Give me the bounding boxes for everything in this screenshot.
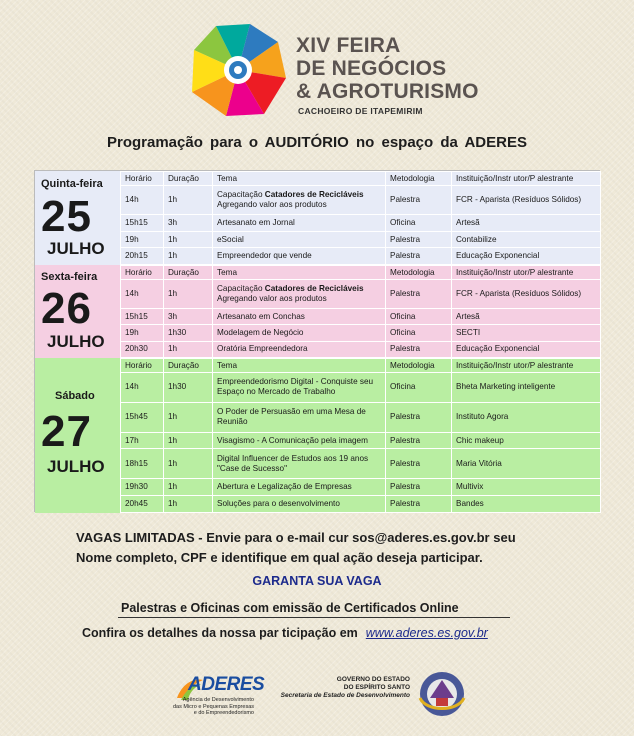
speaker-cell: Maria Vitória — [452, 449, 601, 479]
duration-cell: 1h30 — [164, 373, 213, 403]
column-header: Horário — [121, 172, 164, 186]
schedule-table — [34, 170, 600, 512]
theme-cell — [213, 449, 386, 479]
table-row — [121, 479, 601, 496]
column-header: Instituição/Instr utor/P alestrante — [452, 172, 601, 186]
details-line — [82, 626, 488, 640]
table-row — [121, 280, 601, 309]
duration-cell: 3h — [164, 308, 213, 324]
weekday: Sábado — [55, 390, 95, 402]
time-cell: 20h45 — [121, 496, 164, 513]
duration-cell: 1h — [164, 449, 213, 479]
method-cell: Oficina — [386, 325, 452, 341]
theme-cell — [213, 325, 386, 341]
fair-title-line3: & AGROTURISMO — [296, 80, 479, 103]
theme-cell — [213, 215, 386, 232]
table-row — [121, 308, 601, 324]
fair-header — [0, 14, 634, 124]
website-link[interactable]: www.aderes.es.gov.br — [365, 626, 488, 640]
fair-city: CACHOEIRO DE ITAPEMIRIM — [298, 106, 423, 116]
theme-bold: Catadores de Recicláveis — [264, 190, 364, 200]
column-header: Duração — [164, 359, 213, 373]
method-cell: Palestra — [386, 402, 452, 432]
theme-text: Empreendedorismo Digital - Conquiste seu Espaço no Mercado de Trabalho — [217, 377, 374, 397]
fair-title-line2: DE NEGÓCIOS — [296, 57, 447, 80]
time-cell: 14h — [121, 186, 164, 215]
speaker-cell: SECTI — [452, 325, 601, 341]
table-row — [121, 186, 601, 215]
duration-cell: 1h — [164, 341, 213, 357]
program-title: Programação para o AUDITÓRIO no espaço da ADERES — [107, 134, 527, 151]
time-cell: 20h30 — [121, 341, 164, 357]
theme-text: Capacitação — [217, 283, 265, 293]
theme-text: Digital Influencer de Estudos aos 19 anos "Case de Sucesso" — [217, 453, 369, 473]
duration-cell: 3h — [164, 215, 213, 232]
method-cell: Oficina — [386, 215, 452, 232]
day-number: 25 — [41, 192, 92, 241]
speaker-cell: FCR - Aparista (Resíduos Sólidos) — [452, 186, 601, 215]
time-cell: 19h — [121, 325, 164, 341]
speaker-cell: Instituto Agora — [452, 402, 601, 432]
method-cell: Palestra — [386, 341, 452, 357]
duration-cell: 1h — [164, 280, 213, 309]
column-header: Tema — [213, 359, 386, 373]
time-cell: 18h15 — [121, 449, 164, 479]
theme-cell — [213, 496, 386, 513]
table-row — [121, 341, 601, 357]
duration-cell: 1h — [164, 186, 213, 215]
aderes-subtitle — [164, 697, 254, 717]
speaker-cell: Educação Exponencial — [452, 248, 601, 265]
day-block-thursday — [35, 171, 601, 265]
theme-text: Empreendedor que vende — [217, 251, 312, 261]
day-number: 27 — [41, 407, 92, 456]
theme-cell — [213, 248, 386, 265]
table-row — [121, 215, 601, 232]
speaker-cell: Educação Exponencial — [452, 341, 601, 357]
state-crest-icon — [416, 668, 468, 720]
table-header-row — [121, 172, 601, 186]
aderes-logo-text: ADERES — [188, 674, 265, 695]
time-cell: 14h — [121, 280, 164, 309]
column-header: Duração — [164, 266, 213, 280]
column-header: Duração — [164, 172, 213, 186]
column-header: Metodologia — [386, 172, 452, 186]
time-cell: 17h — [121, 432, 164, 449]
duration-cell: 1h — [164, 248, 213, 265]
table-row — [121, 231, 601, 248]
speaker-cell: Bandes — [452, 496, 601, 513]
theme-cell — [213, 308, 386, 324]
method-cell: Palestra — [386, 432, 452, 449]
pinwheel-logo-icon — [186, 20, 290, 120]
method-cell: Palestra — [386, 479, 452, 496]
theme-text-post: Agregando valor aos produtos — [217, 200, 327, 210]
theme-cell — [213, 373, 386, 403]
fair-title-line1: XIV FEIRA — [296, 34, 401, 57]
month: JULHO — [47, 332, 105, 351]
table-row — [121, 449, 601, 479]
time-cell: 15h15 — [121, 215, 164, 232]
registration-line2: Nome completo, CPF e identifique em qual ação deseja participar. — [76, 550, 483, 565]
time-cell: 15h45 — [121, 402, 164, 432]
underline-divider — [118, 617, 510, 618]
weekday: Sexta-feira — [41, 271, 98, 283]
theme-bold: Catadores de Recicláveis — [264, 283, 364, 293]
theme-text: eSocial — [217, 234, 244, 244]
day-label — [35, 171, 120, 265]
speaker-cell: Artesã — [452, 308, 601, 324]
table-row — [121, 432, 601, 449]
duration-cell: 1h — [164, 231, 213, 248]
method-cell: Palestra — [386, 231, 452, 248]
time-cell: 19h30 — [121, 479, 164, 496]
table-row — [121, 373, 601, 403]
theme-cell — [213, 402, 386, 432]
day-table-wrap — [120, 265, 601, 358]
day-block-friday — [35, 265, 601, 358]
theme-text: Modelagem de Negócio — [217, 327, 304, 337]
time-cell: 20h15 — [121, 248, 164, 265]
theme-text: Abertura e Legalização de Empresas — [217, 482, 352, 492]
day-table-wrap — [120, 358, 601, 513]
weekday: Quinta-feira — [41, 178, 103, 190]
method-cell: Palestra — [386, 449, 452, 479]
gov-line-3: Secretaria de Estado de Desenvolvimento — [280, 692, 410, 699]
theme-text: Soluções para o desenvolvimento — [217, 499, 340, 509]
theme-cell — [213, 280, 386, 309]
day-table — [120, 171, 601, 265]
theme-text: Artesanato em Jornal — [217, 218, 295, 228]
government-logo-text — [266, 676, 410, 700]
theme-cell — [213, 231, 386, 248]
method-cell: Palestra — [386, 248, 452, 265]
table-row — [121, 402, 601, 432]
duration-cell: 1h — [164, 479, 213, 496]
registration-info — [76, 528, 576, 568]
theme-cell — [213, 432, 386, 449]
registration-line1: VAGAS LIMITADAS - Envie para o e-mail cur sos@aderes.es.gov.br seu — [76, 530, 516, 545]
duration-cell: 1h — [164, 496, 213, 513]
time-cell: 15h15 — [121, 308, 164, 324]
method-cell: Palestra — [386, 496, 452, 513]
speaker-cell: Contabilize — [452, 231, 601, 248]
theme-cell — [213, 186, 386, 215]
theme-text: Visagismo - A Comunicação pela imagem — [217, 435, 368, 445]
day-table — [120, 265, 601, 358]
method-cell: Oficina — [386, 308, 452, 324]
day-label — [35, 265, 120, 358]
theme-text: Artesanato em Conchas — [217, 311, 305, 321]
month: JULHO — [47, 239, 105, 258]
theme-cell — [213, 479, 386, 496]
garanta-sua-vaga: GARANTA SUA VAGA — [252, 574, 382, 588]
speaker-cell: Chic makeup — [452, 432, 601, 449]
time-cell: 14h — [121, 373, 164, 403]
table-row — [121, 325, 601, 341]
certificates-note: Palestras e Oficinas com emissão de Certificados Online — [121, 601, 459, 615]
theme-cell — [213, 341, 386, 357]
day-table — [120, 358, 601, 513]
speaker-cell: Bheta Marketing inteligente — [452, 373, 601, 403]
method-cell: Palestra — [386, 186, 452, 215]
aderes-sub-3: e do Empreendedorismo — [193, 710, 254, 716]
method-cell: Oficina — [386, 373, 452, 403]
column-header: Tema — [213, 172, 386, 186]
column-header: Instituição/Instr utor/P alestrante — [452, 359, 601, 373]
column-header: Horário — [121, 266, 164, 280]
theme-text-post: Agregando valor aos produtos — [217, 293, 327, 303]
column-header: Horário — [121, 359, 164, 373]
fair-title — [296, 34, 479, 103]
aderes-sub-1: Agência de Desenvolvimento — [182, 697, 254, 703]
day-table-wrap — [120, 171, 601, 265]
column-header: Metodologia — [386, 266, 452, 280]
table-header-row — [121, 266, 601, 280]
theme-text: Oratória Empreendedora — [217, 344, 308, 354]
column-header: Tema — [213, 266, 386, 280]
table-row — [121, 248, 601, 265]
time-cell: 19h — [121, 231, 164, 248]
speaker-cell: Multivix — [452, 479, 601, 496]
duration-cell: 1h30 — [164, 325, 213, 341]
theme-text: Capacitação — [217, 190, 265, 200]
month: JULHO — [47, 457, 105, 476]
day-label — [35, 358, 120, 513]
duration-cell: 1h — [164, 402, 213, 432]
gov-line-1: GOVERNO DO ESTADO — [336, 676, 410, 683]
table-header-row — [121, 359, 601, 373]
details-text: Confira os detalhes da nossa par ticipação em — [82, 626, 358, 640]
theme-text: O Poder de Persuasão em uma Mesa de Reunião — [217, 407, 366, 427]
day-block-saturday — [35, 358, 601, 513]
day-number: 26 — [41, 284, 92, 333]
speaker-cell: FCR - Aparista (Resíduos Sólidos) — [452, 280, 601, 309]
column-header: Metodologia — [386, 359, 452, 373]
duration-cell: 1h — [164, 432, 213, 449]
table-row — [121, 496, 601, 513]
column-header: Instituição/Instr utor/P alestrante — [452, 266, 601, 280]
speaker-cell: Artesã — [452, 215, 601, 232]
method-cell: Palestra — [386, 280, 452, 309]
gov-line-2: DO ESPÍRITO SANTO — [343, 684, 410, 691]
aderes-sub-2: das Micro e Pequenas Empresas — [172, 703, 254, 710]
